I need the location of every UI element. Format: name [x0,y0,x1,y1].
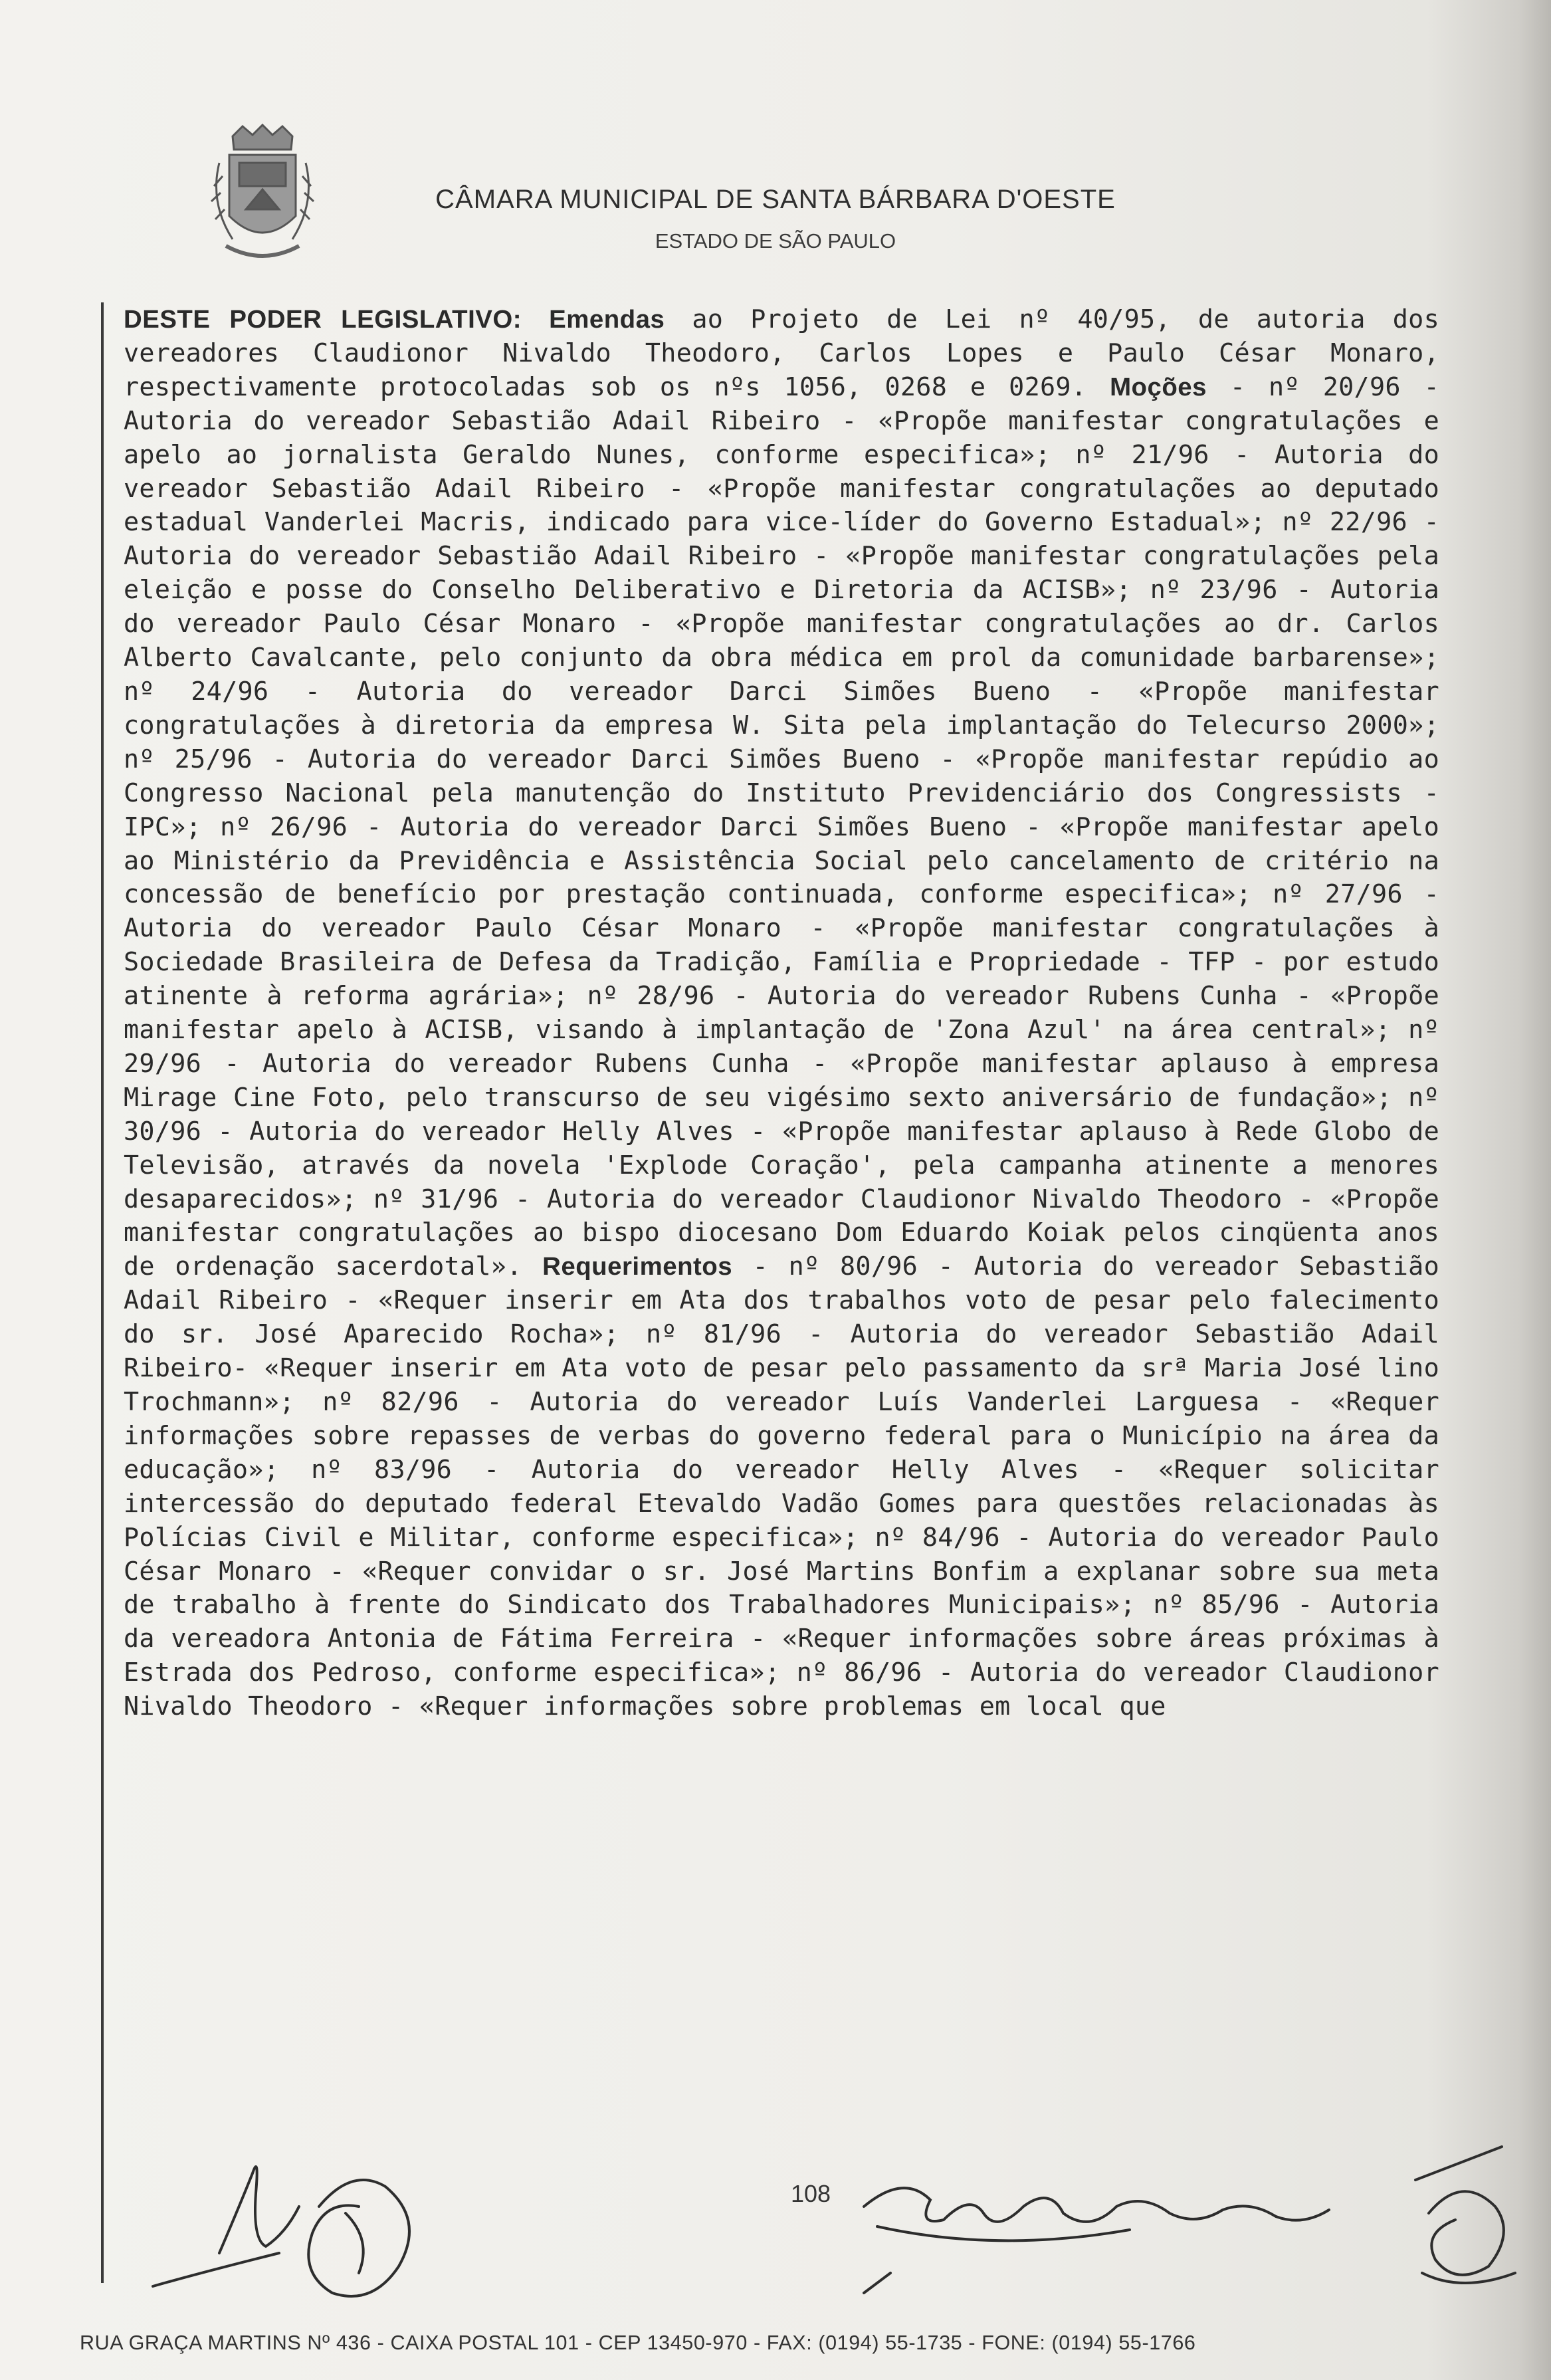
requerimentos-text: - nº 80/96 - Autoria do vereador Sebastião Adail Ribeiro - «Requer inserir em Ata dos trabalhos voto de pesar pelo falecimento do sr. José Aparecido Rocha»; nº 81/96 - Autoria do vereador Sebastião Adail Ribeiro- «Requer inserir em Ata voto de pesar pelo passamento da srª Maria José lino Trochmann»; nº 82/96 - Autoria do vereador Luís Vanderlei Larguesa - «Requer informações sobre repasses de verbas do governo federal para o Município na área da educação»; nº 83/96 - Autoria do vereador Helly Alves - «Requer solicitar intercessão do deputado federal Etevaldo Vadão Gomes para questões relacionadas às Polícias Civil e Militar, conforme especifica»; nº 84/96 - Autoria do vereador Paulo César Monaro - «Requer convidar o sr. José Martins Bonfim a explanar sobre sua meta de trabalho à frente do Sindicato dos Trabalhadores Municipais»; nº 85/96 - Autoria da vereadora Antonia de Fátima Ferreira - «Requer informações sobre áreas próximas à Estrada dos Pedroso, conforme especifica»; nº 86/96 - Autoria do vereador Claudionor Nivaldo Theodoro - «Requer informações sobre problemas em local que [124,1251,1439,1722]
requerimentos-heading: Requerimentos [542,1252,733,1281]
page-number: 108 [791,2180,831,2207]
emendas-heading: Emendas [549,305,665,334]
chamber-title: CÂMARA MUNICIPAL DE SANTA BÁRBARA D'OESTE [435,185,1116,214]
mocoes-text: - nº 20/96 - Autoria do vereador Sebastião Adail Ribeiro - «Propõe manifestar congratulações e apelo ao jornalista Geraldo Nunes, conforme especifica»; nº 21/96 - Autoria do vereador Sebastião Adail Ribeiro - «Propõe manifestar congratulações ao deputado estadual Vanderlei Macris, indicado para vice-líder do Governo Estadual»; nº 22/96 - Autoria do vereador Sebastião Adail Ribeiro - «Propõe manifestar congratulações pela eleição e posse do Conselho Deliberativo e Diretoria da ACISB»; nº 23/96 - Autoria do vereador Paulo César Monaro - «Propõe manifestar congratulações ao dr. Carlos Alberto Cavalcante, pelo conjunto da obra médica em prol da comunidade barbarense»; nº 24/96 - Autoria do vereador Darci Simões Bueno - «Propõe manifestar congratulações à diretoria da empresa W. Sita pela implantação do Telecurso 2000»; nº 25/96 - Autoria do vereador Darci Simões Bueno - «Propõe manifestar repúdio ao Congresso Nacional pela manutenção do Instituto Previdenciário dos Congressists - IPC»; nº 26/96 - Autoria do vereador Darci Simões Bueno - «Propõe manifestar apelo ao Ministério da Previdência e Assistência Social pelo cancelamento de critério na concessão de benefício por prestação continuada, conforme especifica»; nº 27/96 - Autoria do vereador Paulo César Monaro - «Propõe manifestar congratulações à Sociedade Brasileira de Defesa da Tradição, Família e Propriedade - TFP - por estudo atinente à reforma agrária»; nº 28/96 - Autoria do vereador Rubens Cunha - «Propõe manifestar apelo à ACISB, visando à implantação de 'Zona Azul' na área central»; nº 29/96 - Autoria do vereador Rubens Cunha - «Propõe manifestar aplauso à empresa Mirage Cine Foto, pelo transcurso de seu vigésimo sexto aniversário de fundação»; nº 30/96 - Autoria do vereador Helly Alves - «Propõe manifestar aplauso à Rede Globo de Televisão, através da novela 'Explode Coração', pela campanha atinente a menores desaparecidos»; nº 31/96 - Autoria do vereador Claudionor Nivaldo Theodoro - «Propõe manifestar congratulações ao bispo diocesano Dom Eduardo Koiak pelos cinqüenta anos de ordenação sacerdotal». [124,372,1440,1282]
address-footer: RUA GRAÇA MARTINS Nº 436 - CAIXA POSTAL 101 - CEP 13450-970 - FAX: (0194) 55-1735 - FONE: (0194) 55-1766 [80,2331,1196,2354]
emendas-text: ao Projeto de Lei nº 40/95, de autoria dos vereadores Claudionor Nivaldo Theodoro, Carlos Lopes e Paulo César Monaro, respectivamente protocoladas sob os nºs 1056, 0268 e 0269. [124,304,1439,402]
mocoes-heading: Moções [1110,372,1207,401]
state-subtitle: ESTADO DE SÃO PAULO [655,229,896,253]
margin-rule [101,302,104,2283]
section-heading: DESTE PODER LEGISLATIVO: [124,305,522,334]
handwritten-signatures-icon [0,2074,1551,2326]
minutes-body [124,303,1439,2164]
